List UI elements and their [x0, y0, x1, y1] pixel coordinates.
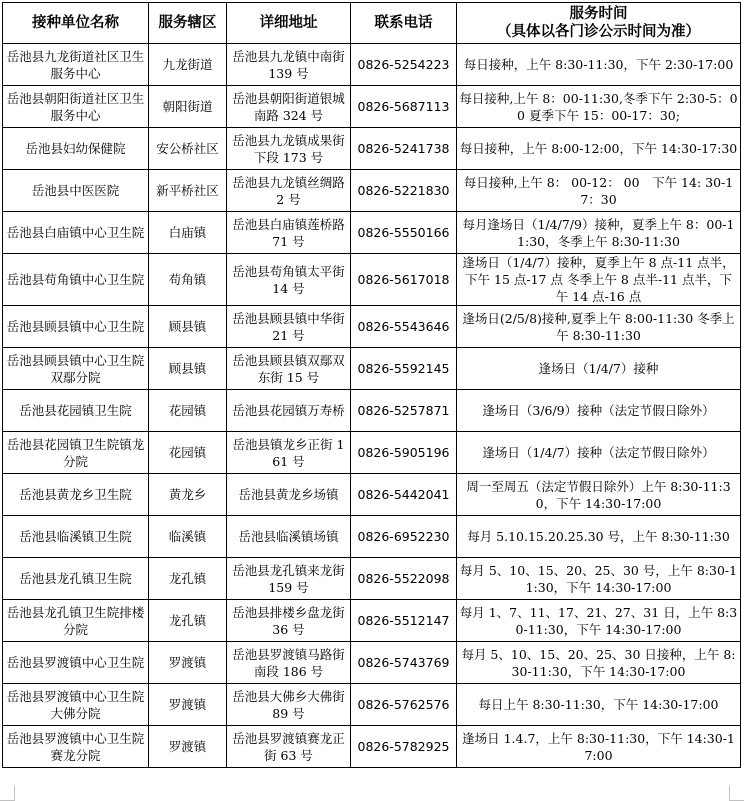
table-row — [3, 684, 741, 726]
table-row — [3, 128, 741, 170]
area-cell: 黄龙乡 — [149, 474, 227, 516]
address-cell: 岳池县九龙镇丝绸路 2 号 — [227, 170, 351, 212]
table-row — [3, 390, 741, 432]
page-corner-mark-right — [729, 786, 744, 801]
address-cell: 岳池县龙孔镇来龙街 159 号 — [227, 558, 351, 600]
hours-cell: 周一至周五（法定节假日除外）上午 8:30-11:30，下午 14:30-17:00 — [457, 474, 741, 516]
hours-cell: 每日接种,上午 8：00-11:30,冬季下午 2:30-5：00 夏季下午 15：00-17：30; — [457, 86, 741, 128]
area-cell: 花园镇 — [149, 432, 227, 474]
unit-cell: 岳池县顾县镇中心卫生院双鄢分院 — [3, 348, 149, 390]
header-phone: 联系电话 — [351, 3, 457, 44]
address-cell: 岳池县镇龙乡正街 161 号 — [227, 432, 351, 474]
address-cell: 岳池县罗渡镇赛龙正街 63 号 — [227, 726, 351, 768]
hours-cell: 逢场日(2/5/8)接种,夏季上午 8:00-11:30 冬季上午 8:30-11:30 — [457, 306, 741, 348]
phone-cell: 0826-5241738 — [351, 128, 457, 170]
area-cell: 新平桥社区 — [149, 170, 227, 212]
phone-cell: 0826-5592145 — [351, 348, 457, 390]
address-cell: 岳池县排楼乡盘龙街 36 号 — [227, 600, 351, 642]
address-cell: 岳池县九龙镇中南街 139 号 — [227, 44, 351, 86]
unit-cell: 岳池县花园镇卫生院镇龙分院 — [3, 432, 149, 474]
header-address: 详细地址 — [227, 3, 351, 44]
table-row — [3, 44, 741, 86]
unit-cell: 岳池县中医医院 — [3, 170, 149, 212]
header-hours-note: （具体以各门诊公示时间为准） — [497, 23, 700, 40]
hours-cell: 每日接种，上午 8:00-12:00，下午 14:30-17:30 — [457, 128, 741, 170]
hours-cell: 每月逢场日（1/4/7/9）接种，夏季上午 8：00-11:30，冬季上午 8:30-11:30 — [457, 212, 741, 254]
address-cell: 岳池县罗渡镇马路街南段 186 号 — [227, 642, 351, 684]
hours-cell: 每日接种,上午 8： 00-12： 00 下午 14: 30-17：30 — [457, 170, 741, 212]
area-cell: 临溪镇 — [149, 516, 227, 558]
phone-cell: 0826-6952230 — [351, 516, 457, 558]
table-row — [3, 516, 741, 558]
address-cell: 岳池县临溪镇场镇 — [227, 516, 351, 558]
hours-cell: 逢场日（1/4/7）接种（法定节假日除外） — [457, 432, 741, 474]
area-cell: 龙孔镇 — [149, 558, 227, 600]
unit-cell: 岳池县朝阳街道社区卫生服务中心 — [3, 86, 149, 128]
address-cell: 岳池县花园镇万寿桥 — [227, 390, 351, 432]
area-cell: 罗渡镇 — [149, 684, 227, 726]
area-cell: 顾县镇 — [149, 306, 227, 348]
hours-cell: 逢场日（1/4/7）接种 — [457, 348, 741, 390]
header-row — [3, 3, 741, 44]
phone-cell: 0826-5762576 — [351, 684, 457, 726]
phone-cell: 0826-5905196 — [351, 432, 457, 474]
hours-cell: 逢场日（3/6/9）接种（法定节假日除外） — [457, 390, 741, 432]
address-cell: 岳池县朝阳街道银城南路 324 号 — [227, 86, 351, 128]
area-cell: 龙孔镇 — [149, 600, 227, 642]
phone-cell: 0826-5550166 — [351, 212, 457, 254]
area-cell: 九龙街道 — [149, 44, 227, 86]
phone-cell: 0826-5782925 — [351, 726, 457, 768]
unit-cell: 岳池县龙孔镇卫生院 — [3, 558, 149, 600]
unit-cell: 岳池县龙孔镇卫生院排楼分院 — [3, 600, 149, 642]
hours-cell: 每日上午 8:30-11:30，下午 14:30-17:00 — [457, 684, 741, 726]
unit-cell: 岳池县苟角镇中心卫生院 — [3, 254, 149, 306]
table-row — [3, 558, 741, 600]
phone-cell: 0826-5543646 — [351, 306, 457, 348]
unit-cell: 岳池县九龙街道社区卫生服务中心 — [3, 44, 149, 86]
unit-cell: 岳池县妇幼保健院 — [3, 128, 149, 170]
table-row — [3, 170, 741, 212]
hours-cell: 每月 1、7、11、17、21、27、31 日，上午 8:30-11:30，下午 14:30-17:00 — [457, 600, 741, 642]
header-area: 服务辖区 — [149, 3, 227, 44]
vaccination-schedule-table — [2, 2, 741, 768]
area-cell: 罗渡镇 — [149, 726, 227, 768]
hours-cell: 逢场日 1.4.7，上午 8:30-11:30，下午 14:30-17:00 — [457, 726, 741, 768]
table-row — [3, 432, 741, 474]
address-cell: 岳池县顾县镇中华街 21 号 — [227, 306, 351, 348]
unit-cell: 岳池县罗渡镇中心卫生院 — [3, 642, 149, 684]
table-row — [3, 306, 741, 348]
phone-cell: 0826-5512147 — [351, 600, 457, 642]
address-cell: 岳池县九龙镇成果街下段 173 号 — [227, 128, 351, 170]
address-cell: 岳池县黄龙乡场镇 — [227, 474, 351, 516]
unit-cell: 岳池县罗渡镇中心卫生院赛龙分院 — [3, 726, 149, 768]
address-cell: 岳池县苟角镇太平街 14 号 — [227, 254, 351, 306]
table-row — [3, 642, 741, 684]
phone-cell: 0826-5522098 — [351, 558, 457, 600]
area-cell: 白庙镇 — [149, 212, 227, 254]
table-row — [3, 474, 741, 516]
hours-cell: 每月 5、10、15、20、25、30 日接种，上午 8:30-11:30，下午 14:30-17:00 — [457, 642, 741, 684]
area-cell: 顾县镇 — [149, 348, 227, 390]
address-cell: 岳池县顾县镇双鄢双东街 15 号 — [227, 348, 351, 390]
unit-cell: 岳池县罗渡镇中心卫生院大佛分院 — [3, 684, 149, 726]
phone-cell: 0826-5254223 — [351, 44, 457, 86]
address-cell: 岳池县大佛乡大佛街 89 号 — [227, 684, 351, 726]
header-hours — [457, 3, 741, 44]
hours-cell: 每月 5、10、15、20、25、30 号，上午 8:30-11:30，下午 14:30-17:00 — [457, 558, 741, 600]
area-cell: 安公桥社区 — [149, 128, 227, 170]
phone-cell: 0826-5687113 — [351, 86, 457, 128]
unit-cell: 岳池县黄龙乡卫生院 — [3, 474, 149, 516]
area-cell: 罗渡镇 — [149, 642, 227, 684]
page-corner-mark-left — [0, 786, 15, 801]
hours-cell: 每月 5.10.15.20.25.30 号，上午 8:30-11:30 — [457, 516, 741, 558]
table-row — [3, 212, 741, 254]
unit-cell: 岳池县顾县镇中心卫生院 — [3, 306, 149, 348]
table-row — [3, 726, 741, 768]
area-cell: 朝阳街道 — [149, 86, 227, 128]
hours-cell: 逢场日（1/4/7）接种，夏季上午 8 点-11 点半，下午 15 点-17 点 冬季上午 8 点半-11 点半，下午 14 点-16 点 — [457, 254, 741, 306]
phone-cell: 0826-5617018 — [351, 254, 457, 306]
table-row — [3, 348, 741, 390]
unit-cell: 岳池县花园镇卫生院 — [3, 390, 149, 432]
table-row — [3, 600, 741, 642]
area-cell: 花园镇 — [149, 390, 227, 432]
unit-cell: 岳池县临溪镇卫生院 — [3, 516, 149, 558]
phone-cell: 0826-5442041 — [351, 474, 457, 516]
phone-cell: 0826-5743769 — [351, 642, 457, 684]
phone-cell: 0826-5257871 — [351, 390, 457, 432]
table-row — [3, 86, 741, 128]
table-body — [3, 44, 741, 768]
table-row — [3, 254, 741, 306]
hours-cell: 每日接种，上午 8:30-11:30，下午 2:30-17:00 — [457, 44, 741, 86]
area-cell: 苟角镇 — [149, 254, 227, 306]
header-unit: 接种单位名称 — [3, 3, 149, 44]
phone-cell: 0826-5221830 — [351, 170, 457, 212]
address-cell: 岳池县白庙镇莲桥路 71 号 — [227, 212, 351, 254]
unit-cell: 岳池县白庙镇中心卫生院 — [3, 212, 149, 254]
header-hours-title: 服务时间 — [569, 5, 628, 22]
